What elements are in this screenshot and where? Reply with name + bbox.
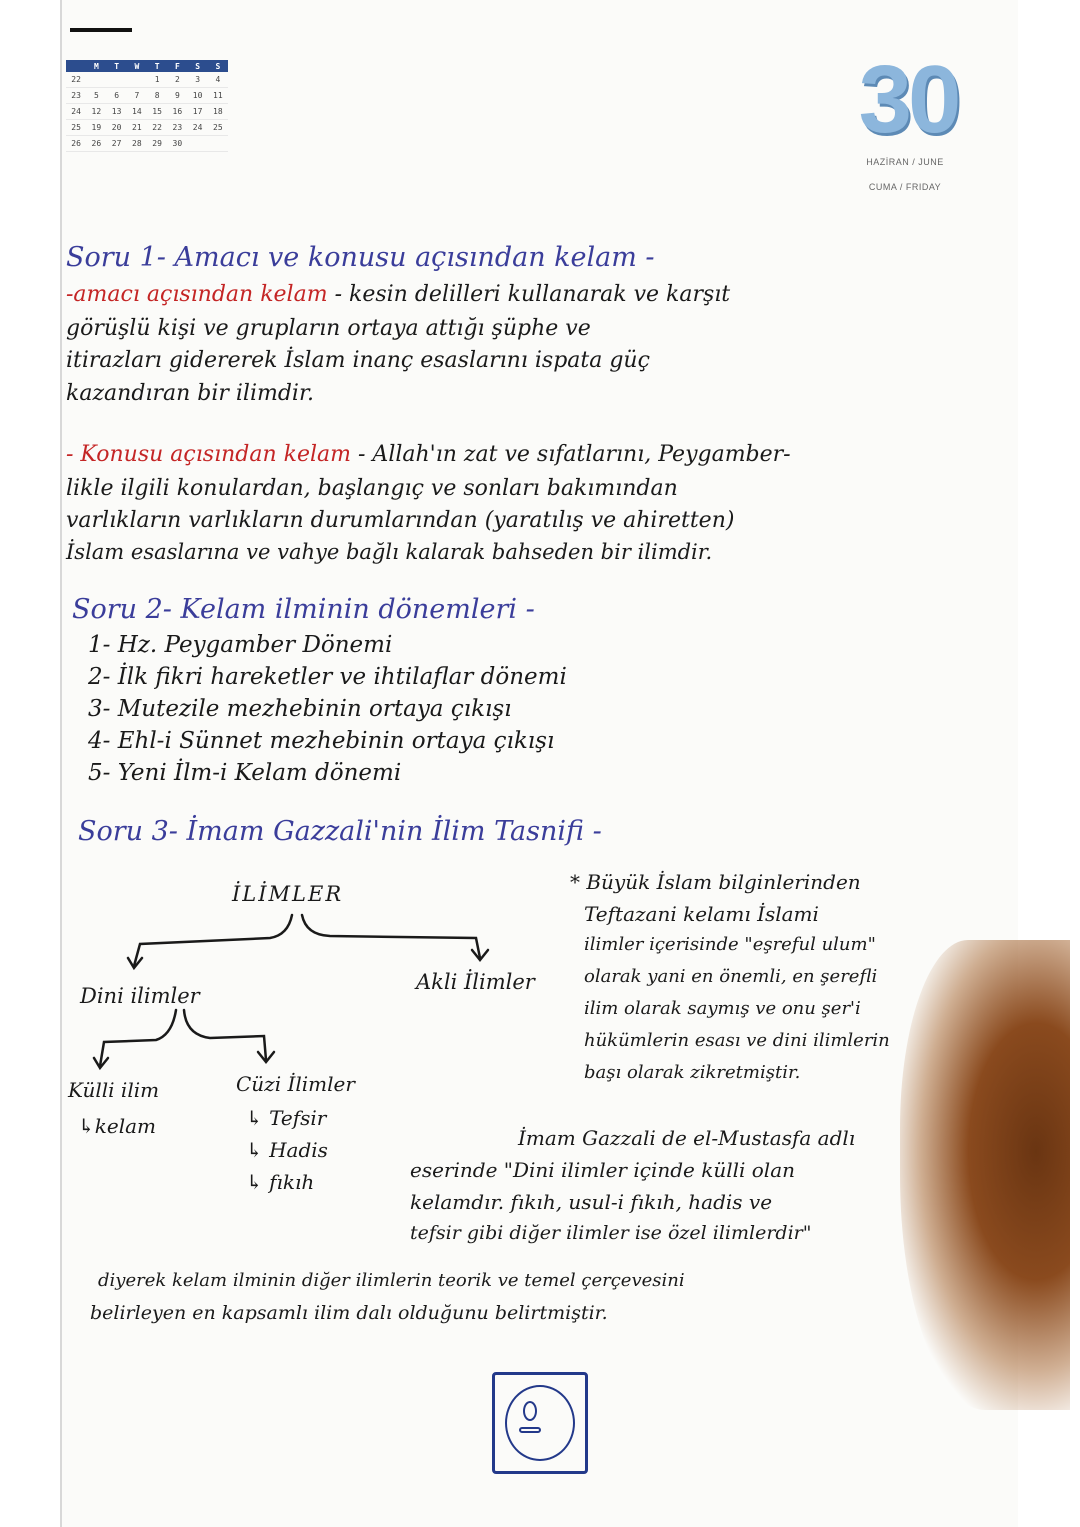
calendar-cell: 25 [71, 123, 81, 132]
soru3-note-line: Teftazani kelamı İslami [584, 902, 819, 926]
soru1-amac-text: - kesin delilleri kullanarak ve karşıt [327, 282, 731, 307]
calendar-cell: 28 [132, 139, 142, 148]
calendar-cell: 12 [91, 107, 102, 116]
calendar-weekday: W [134, 61, 140, 71]
soru1-konu-line: likle ilgili konulardan, başlangıç ve sonları bakımından [66, 476, 678, 501]
calendar-cell: 29 [152, 139, 162, 148]
calendar-cell: 23 [71, 91, 81, 100]
calendar-cell: 22 [152, 123, 162, 132]
calendar-cell: 30 [172, 139, 183, 148]
soru2-item: 5- Yeni İlm-i Kelam dönemi [88, 760, 402, 786]
soru3-note-line: ilim olarak saymış ve onu şer'i [584, 998, 861, 1019]
calendar-cell: 24 [71, 107, 81, 116]
calendar-cell: 16 [172, 107, 183, 116]
calendar-cell: 18 [213, 107, 223, 116]
calendar-cell: 26 [91, 139, 102, 148]
soru1-konu-line: İslam esaslarına ve vahye bağlı kalarak bahseden bir ilimdir. [66, 540, 713, 564]
soru3-para-line: belirleyen en kapsamlı ilim dalı olduğunu belirtmiştir. [90, 1302, 608, 1324]
calendar-cell: 4 [215, 75, 221, 84]
calendar-cell: 3 [195, 75, 201, 84]
soru2-item: 1- Hz. Peygamber Dönemi [88, 632, 393, 658]
date-weekday: CUMA / FRIDAY [868, 182, 942, 192]
stamp-emblem-base [519, 1427, 541, 1433]
calendar-cell: 22 [71, 75, 81, 84]
calendar-cell: 21 [132, 123, 142, 132]
calendar-weekday: T [114, 61, 120, 71]
soru1-title: Soru 1- Amacı ve konusu açısından kelam - [66, 242, 655, 273]
soru2-title: Soru 2- Kelam ilminin dönemleri - [72, 594, 535, 625]
tree-kulli-ilim: Külli ilim [68, 1078, 160, 1102]
calendar-weekday: S [215, 61, 221, 71]
calendar-cell: 5 [93, 91, 99, 100]
soru1-konu-label: - Konusu açısından kelam [66, 442, 352, 467]
soru1-konu-line: varlıkların varlıkların durumlarından (yaratılış ve ahiretten) [66, 508, 735, 533]
tree-branch-left [134, 915, 292, 966]
soru3-note-line: ilimler içerisinde "eşreful ulum" [584, 934, 876, 955]
tree-branch-right [302, 915, 480, 958]
soru3-note-line: başı olarak zikretmiştir. [584, 1062, 801, 1083]
tree-kulli-kelam: ↳kelam [78, 1114, 156, 1138]
soru3-para-line: İmam Gazzali de el-Mustasfa adlı [518, 1126, 856, 1150]
tree-akli-ilimler: Akli İlimler [416, 970, 535, 994]
stamp-seal-ring [505, 1385, 575, 1461]
calendar-weekday: S [195, 61, 201, 71]
calendar-weekday: F [174, 61, 180, 71]
calendar-cell: 6 [114, 91, 120, 100]
calendar-cell: 8 [154, 91, 160, 100]
calendar-cell: 24 [192, 123, 203, 132]
calendar-cell: 14 [132, 107, 142, 116]
calendar-cell: 25 [213, 123, 223, 132]
soru1-amac-line: görüşlü kişi ve grupların ortaya attığı şüphe ve [66, 316, 591, 341]
soru2-item: 3- Mutezile mezhebinin ortaya çıkışı [88, 696, 512, 722]
date-month: HAZİRAN / JUNE [866, 157, 944, 167]
calendar-cell: 19 [91, 123, 102, 132]
soru3-title: Soru 3- İmam Gazzali'nin İlim Tasnifi - [78, 816, 602, 847]
school-stamp-logo [492, 1372, 588, 1474]
soru3-para-line: eserinde "Dini ilimler içinde külli olan [410, 1158, 795, 1182]
tree-branch-kulli [100, 1010, 176, 1066]
calendar-cell: 20 [111, 123, 122, 132]
calendar-cell: 9 [174, 91, 180, 100]
soru1-amac-line: itirazları gidererek İslam inanç esaslarını ispata güç [66, 348, 650, 373]
soru1-konu-text: - Allah'ın zat ve sıfatlarını, Peygamber- [351, 442, 791, 467]
soru2-item: 4- Ehl-i Sünnet mezhebinin ortaya çıkışı [88, 728, 555, 754]
soru3-note-line: hükümlerin esası ve dini ilimlerin [584, 1030, 890, 1051]
calendar-cell: 11 [213, 91, 223, 100]
calendar-cell: 15 [152, 107, 162, 116]
calendar-weekday: M [93, 61, 99, 71]
calendar-cell: 7 [134, 91, 140, 100]
stamp-emblem-icon [523, 1401, 537, 1421]
calendar-cell: 13 [111, 107, 122, 116]
calendar-cell: 1 [154, 75, 160, 84]
tree-dini-ilimler: Dini ilimler [80, 984, 200, 1008]
calendar-cell: 23 [172, 123, 183, 132]
calendar-cell: 17 [192, 107, 203, 116]
calendar-cell: 2 [174, 75, 180, 84]
calendar-cell: 26 [71, 139, 81, 148]
soru1-amac-label: -amacı açısından kelam [66, 282, 328, 307]
soru1-amac-line: kazandıran bir ilimdir. [66, 381, 315, 406]
tree-root: İLİMLER [232, 882, 344, 906]
soru3-para-line: tefsir gibi diğer ilimler ise özel ilimlerdir" [410, 1222, 812, 1244]
calendar-cell: 27 [111, 139, 122, 148]
tree-cuzi-item: ↳ fıkıh [246, 1170, 315, 1194]
soru3-para-line: kelamdır. fıkıh, usul-i fıkıh, hadis ve [410, 1190, 773, 1214]
soru3-note-line: * Büyük İslam bilginlerinden [570, 870, 861, 894]
soru3-note-line: olarak yani en önemli, en şerefli [584, 966, 878, 987]
calendar-cell: 10 [192, 91, 203, 100]
tree-cuzi-item: ↳ Hadis [246, 1138, 328, 1162]
tree-cuzi-ilimler: Cüzi İlimler [236, 1072, 355, 1096]
tree-branch-cuzi [184, 1010, 266, 1060]
date-day-number: 30 [858, 46, 958, 153]
soru3-para-line: diyerek kelam ilminin diğer ilimlerin teorik ve temel çerçevesini [98, 1270, 685, 1291]
calendar-weekday: T [154, 61, 160, 71]
soru2-item: 2- İlk fikri hareketler ve ihtilaflar dönemi [88, 664, 567, 690]
tree-cuzi-item: ↳ Tefsir [246, 1106, 327, 1130]
